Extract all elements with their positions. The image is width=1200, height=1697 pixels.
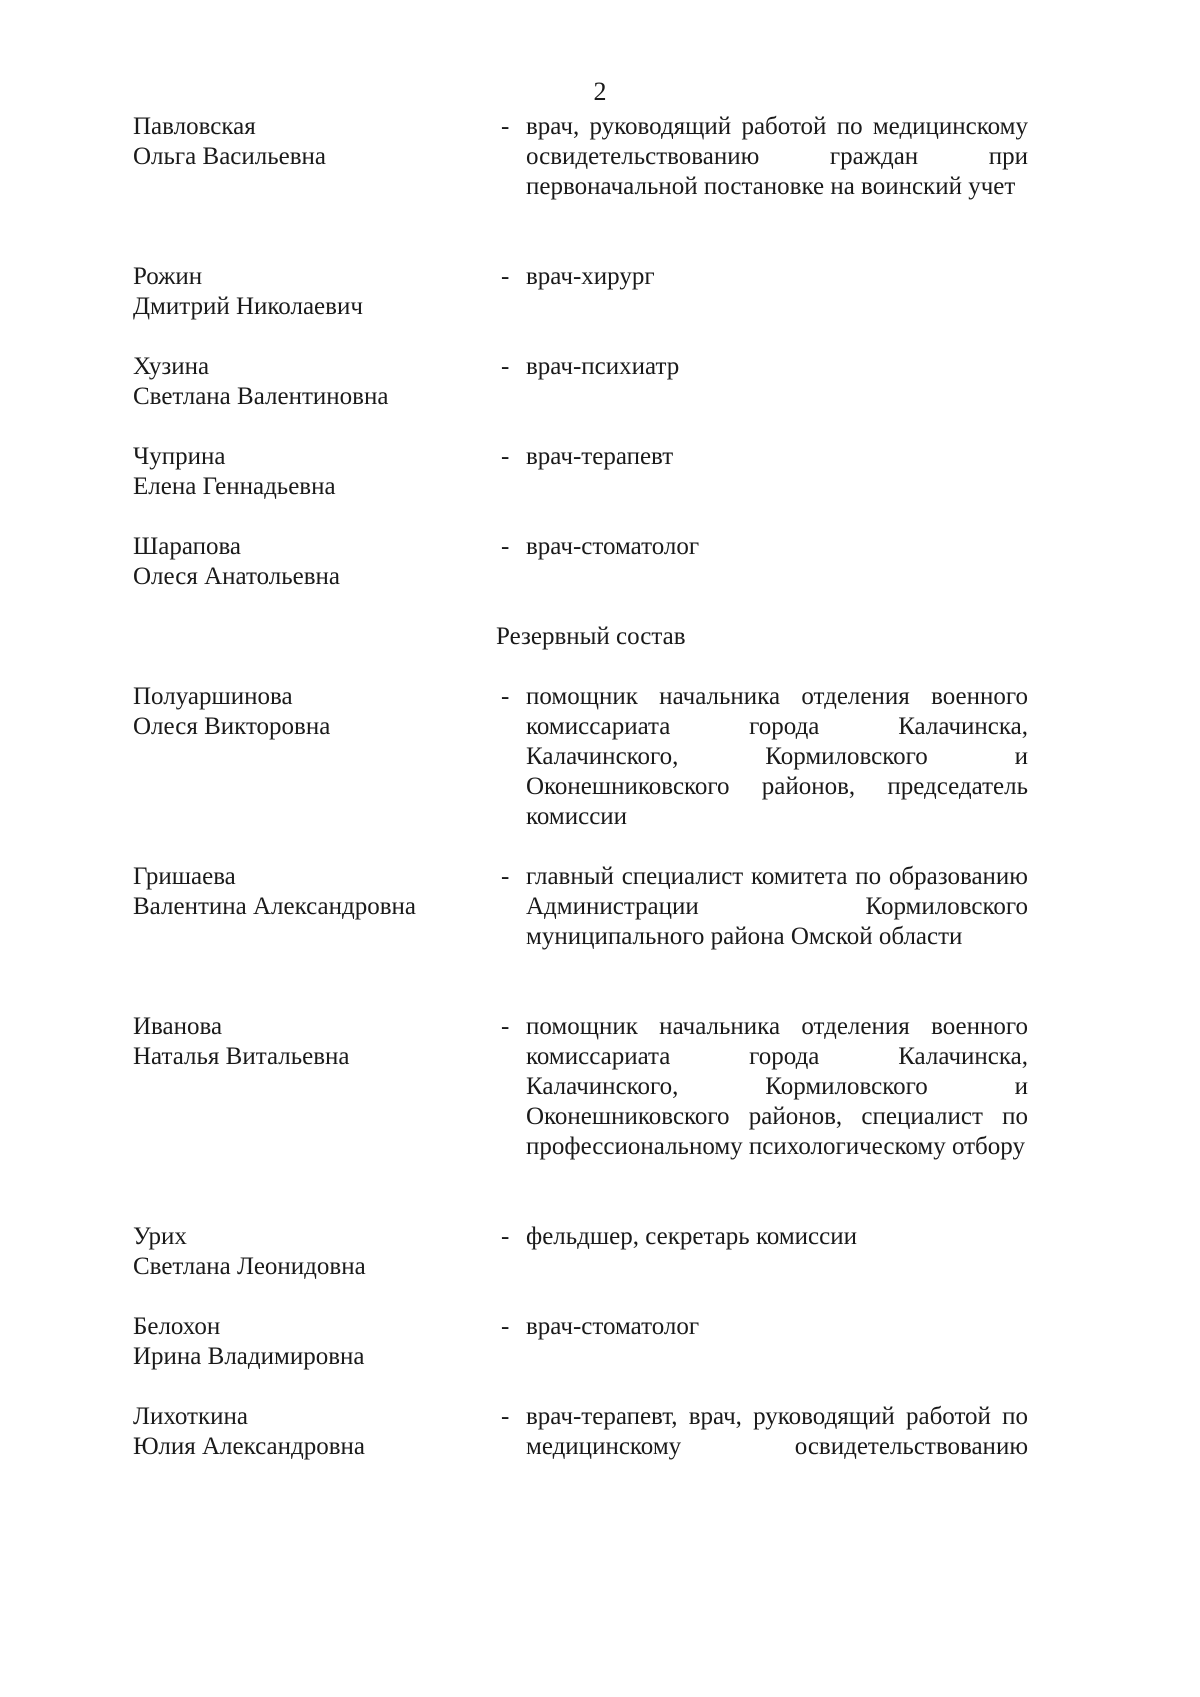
member-given-names: Елена Геннадьевна [133, 473, 336, 500]
member-surname: Чуприна [133, 443, 226, 470]
member-role: врач-стоматолог [526, 533, 700, 560]
member-given-names: Валентина Александровна [133, 893, 416, 920]
member-given-names: Наталья Витальевна [133, 1043, 350, 1070]
dash-separator: - [501, 263, 510, 290]
member-given-names: Светлана Валентиновна [133, 383, 389, 410]
member-role: фельдшер, секретарь комиссии [526, 1223, 858, 1250]
dash-separator: - [501, 113, 510, 140]
member-given-names: Ирина Владимировна [133, 1343, 365, 1370]
member-given-names: Светлана Леонидовна [133, 1253, 366, 1280]
member-given-names: Олеся Викторовна [133, 713, 331, 740]
member-name [133, 1312, 513, 1372]
member-name [133, 112, 513, 172]
member-role: врач-стоматолог [526, 1313, 700, 1340]
reserve-section-heading: Резервный состав [496, 623, 686, 650]
member-name [133, 682, 513, 742]
member-role: врач-хирург [526, 263, 655, 290]
member-name [133, 262, 513, 322]
member-surname: Иванова [133, 1013, 223, 1040]
dash-separator: - [501, 1313, 510, 1340]
member-role: помощник начальника отделения военного комиссариата города Калачинска, Калачинского, Кормиловского и Оконешниковского районов, председатель комиссии [526, 683, 1028, 830]
member-name [133, 1012, 513, 1072]
member-surname: Лихоткина [133, 1403, 248, 1430]
member-role: врач-психиатр [526, 353, 680, 380]
member-surname: Хузина [133, 353, 210, 380]
page-number: 2 [593, 77, 607, 106]
member-surname: Белохон [133, 1313, 221, 1340]
dash-separator: - [501, 443, 510, 470]
member-surname: Рожин [133, 263, 203, 290]
member-surname: Гришаева [133, 863, 236, 890]
member-surname: Павловская [133, 113, 256, 140]
member-name [133, 862, 513, 922]
member-given-names: Ольга Васильевна [133, 143, 327, 170]
dash-separator: - [501, 1013, 510, 1040]
member-name [133, 1222, 513, 1282]
member-role: врач, руководящий работой по медицинскому освидетельствованию граждан при первоначальной постановке на воинский учет [526, 113, 1028, 200]
dash-separator: - [501, 353, 510, 380]
member-given-names: Юлия Александровна [133, 1433, 365, 1460]
member-name [133, 1402, 513, 1462]
dash-separator: - [501, 683, 510, 710]
dash-separator: - [501, 1403, 510, 1430]
member-given-names: Дмитрий Николаевич [133, 293, 363, 320]
dash-separator: - [501, 533, 510, 560]
member-given-names: Олеся Анатольевна [133, 563, 340, 590]
member-role: главный специалист комитета по образованию Администрации Кормиловского муниципального района Омской области [526, 863, 1028, 950]
member-name [133, 352, 513, 412]
member-role: врач-терапевт [526, 443, 674, 470]
member-surname: Полуаршинова [133, 683, 293, 710]
member-role: помощник начальника отделения военного комиссариата города Калачинска, Калачинского, Кормиловского и Оконешниковского районов, специалист по профессиональному психологическому отбору [526, 1013, 1028, 1160]
member-name [133, 442, 513, 502]
member-surname: Шарапова [133, 533, 242, 560]
member-name [133, 532, 513, 592]
dash-separator: - [501, 1223, 510, 1250]
member-surname: Урих [133, 1223, 187, 1250]
member-role: врач-терапевт, врач, руководящий работой по медицинскому освидетельствованию [526, 1403, 1028, 1460]
dash-separator: - [501, 863, 510, 890]
